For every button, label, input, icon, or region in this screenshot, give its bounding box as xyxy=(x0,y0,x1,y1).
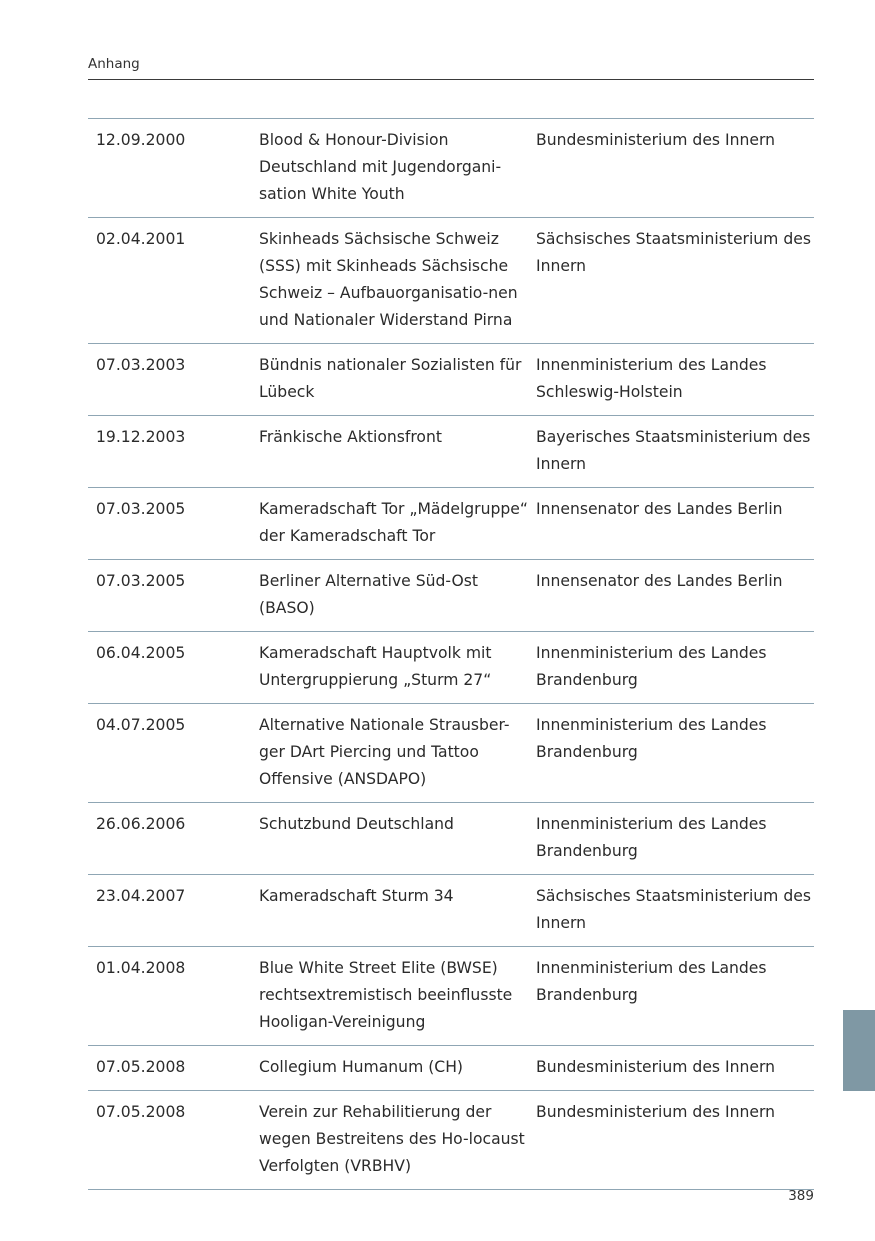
authority-cell: Innenministerium des Landes Brandenburg xyxy=(536,644,767,689)
date-cell: 07.03.2003 xyxy=(96,356,186,374)
table-row xyxy=(88,218,814,344)
table-row xyxy=(88,875,814,947)
organisation-cell: Fränkische Aktionsfront xyxy=(259,428,442,446)
table-row xyxy=(88,488,814,560)
table-row xyxy=(88,560,814,632)
date-cell: 04.07.2005 xyxy=(96,716,186,734)
date-cell: 06.04.2005 xyxy=(96,644,186,662)
authority-cell: Innensenator des Landes Berlin xyxy=(536,572,783,590)
table-row xyxy=(88,803,814,875)
authority-cell: Innenministerium des Landes Brandenburg xyxy=(536,716,767,761)
authority-cell: Sächsisches Staatsministerium des Innern xyxy=(536,230,811,275)
authority-cell: Innenministerium des Landes Schleswig-Holstein xyxy=(536,356,767,401)
date-cell: 01.04.2008 xyxy=(96,959,186,977)
authority-cell: Bundesministerium des Innern xyxy=(536,1103,775,1121)
date-cell: 19.12.2003 xyxy=(96,428,186,446)
authority-cell: Bundesministerium des Innern xyxy=(536,1058,775,1076)
table-row xyxy=(88,1046,814,1091)
table-row xyxy=(88,119,814,218)
table-row xyxy=(88,1091,814,1190)
date-cell: 07.05.2008 xyxy=(96,1103,186,1121)
authority-cell: Sächsisches Staatsministerium des Innern xyxy=(536,887,811,932)
page-number: 389 xyxy=(788,1188,814,1204)
organisation-cell: Skinheads Sächsische Schweiz (SSS) mit Skinheads Sächsische Schweiz – Aufbauorganisatio-nen und Nationaler Widerstand Pirna xyxy=(259,230,518,329)
organisation-cell: Kameradschaft Tor „Mädelgruppe“ der Kameradschaft Tor xyxy=(259,500,528,545)
table-row xyxy=(88,947,814,1046)
organisation-cell: Kameradschaft Hauptvolk mit Untergruppierung „Sturm 27“ xyxy=(259,644,492,689)
date-cell: 07.03.2005 xyxy=(96,572,186,590)
organisation-cell: Blue White Street Elite (BWSE) rechtsextremistisch beeinflusste Hooligan-Vereinigung xyxy=(259,959,513,1031)
organisation-cell: Bündnis nationaler Sozialisten für Lübeck xyxy=(259,356,522,401)
organisation-cell: Kameradschaft Sturm 34 xyxy=(259,887,454,905)
header-rule xyxy=(88,79,814,80)
authority-cell: Innenministerium des Landes Brandenburg xyxy=(536,815,767,860)
date-cell: 12.09.2000 xyxy=(96,131,186,149)
date-cell: 02.04.2001 xyxy=(96,230,186,248)
table-row xyxy=(88,704,814,803)
organisation-cell: Verein zur Rehabilitierung der wegen Bestreitens des Ho-locaust Verfolgten (VRBHV) xyxy=(259,1103,525,1175)
organisation-cell: Alternative Nationale Strausber-ger DArt Piercing und Tattoo Offensive (ANSDAPO) xyxy=(259,716,510,788)
organisation-cell: Schutzbund Deutschland xyxy=(259,815,454,833)
organisation-cell: Blood & Honour-Division Deutschland mit Jugendorgani-sation White Youth xyxy=(259,131,502,203)
authority-cell: Bundesministerium des Innern xyxy=(536,131,775,149)
table-row xyxy=(88,416,814,488)
authority-cell: Innensenator des Landes Berlin xyxy=(536,500,783,518)
date-cell: 07.03.2005 xyxy=(96,500,186,518)
table-row xyxy=(88,344,814,416)
date-cell: 26.06.2006 xyxy=(96,815,186,833)
table-row xyxy=(88,632,814,704)
date-cell: 23.04.2007 xyxy=(96,887,186,905)
organisation-cell: Collegium Humanum (CH) xyxy=(259,1058,463,1076)
authority-cell: Bayerisches Staatsministerium des Innern xyxy=(536,428,811,473)
authority-cell: Innenministerium des Landes Brandenburg xyxy=(536,959,767,1004)
organisation-cell: Berliner Alternative Süd-Ost (BASO) xyxy=(259,572,478,617)
chapter-thumb-tab xyxy=(843,1010,875,1091)
date-cell: 07.05.2008 xyxy=(96,1058,186,1076)
running-head: Anhang xyxy=(88,56,140,72)
ban-table xyxy=(88,118,814,1190)
